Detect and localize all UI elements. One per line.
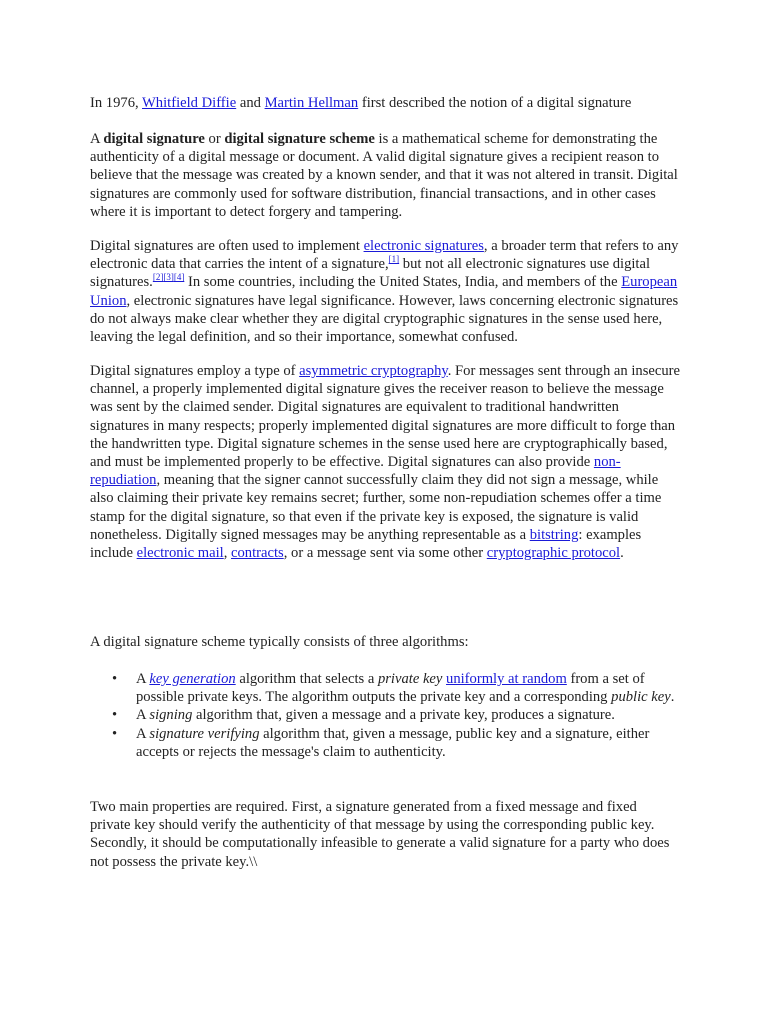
link-martin-hellman[interactable]: Martin Hellman xyxy=(264,95,359,111)
link-electronic-mail[interactable]: electronic mail xyxy=(136,545,224,562)
link-asymmetric-cryptography[interactable]: asymmetric cryptography xyxy=(299,363,448,379)
paragraph-text: . xyxy=(620,545,624,562)
bullet-icon: • xyxy=(112,671,118,687)
term-public-key: public key xyxy=(611,689,671,706)
paragraph-text: , meaning that the signer cannot successfully claim they did not sign a message, while also claiming their private key remains secret; further, some non-repudiation schemes offer a time stamp for the digital signature, so that even if the private key is exposed, the signature is valid nonetheless. Digitally signed messages may be anything representable as a xyxy=(90,472,662,543)
algorithms-list xyxy=(90,670,680,761)
citation-link[interactable]: [3] xyxy=(163,272,174,283)
term-private-key: private key xyxy=(377,671,443,687)
list-text: algorithm that, given a message and a private key, produces a signature. xyxy=(192,707,615,724)
list-text: A xyxy=(136,707,150,724)
list-text: A xyxy=(136,671,150,687)
link-cryptographic-protocol[interactable]: cryptographic protocol xyxy=(486,545,621,562)
definition-text: or xyxy=(204,131,225,147)
list-item-key-generation xyxy=(90,670,680,706)
definition-paragraph xyxy=(90,130,680,221)
intro-paragraph xyxy=(90,94,680,112)
term-signature-verifying: signature verifying xyxy=(149,725,260,742)
electronic-signatures-paragraph xyxy=(90,237,680,346)
link-electronic-signatures[interactable]: electronic signatures xyxy=(363,238,484,254)
list-text: from a set of possible private keys. The algorithm outputs the private key and a corresponding xyxy=(136,671,645,706)
intro-text: In 1976, xyxy=(90,95,143,111)
list-item-signature-verifying xyxy=(90,725,680,761)
bullet-icon: • xyxy=(112,707,118,724)
citation-link[interactable]: [1] xyxy=(388,254,400,265)
paragraph-text: Digital signatures employ a type of xyxy=(90,363,300,379)
list-item-signing xyxy=(90,706,680,724)
link-non-repudiation[interactable]: non-repudiation xyxy=(90,454,621,489)
citation-link[interactable]: [2] xyxy=(152,272,164,283)
paragraph-text: , electronic signatures have legal significance. However, laws concerning electronic signatures do not always make clear whether they are digital cryptographic signatures in the sense used here, leaving the legal definition, and so their importance, somewhat confused. xyxy=(90,292,679,346)
bullet-icon: • xyxy=(112,725,118,742)
intro-text: first described the notion of a digital signature xyxy=(358,95,632,111)
link-european-union[interactable]: European Union xyxy=(90,274,678,309)
link-whitfield-diffie[interactable]: Whitfield Diffie xyxy=(142,95,237,111)
term-digital-signature: digital signature xyxy=(103,131,205,147)
paragraph-text: Digital signatures are often used to implement xyxy=(90,238,364,254)
paragraph-text: . For messages sent through an insecure channel, a properly implemented digital signature gives the receiver reason to believe the message was sent by the claimed sender. Digital signatures are equivalent to traditional handwritten signatures in many respects; properly implemented digital signatures are more difficult to forge than the handwritten type. Digital signature schemes in the sense used here are cryptographically based, and must be implemented properly to be effective. Digital signatures can also provide xyxy=(90,363,680,471)
list-text: algorithm that, given a message, public key and a signature, either accepts or rejects the message's claim to authenticity. xyxy=(136,725,650,760)
asymmetric-cryptography-paragraph xyxy=(90,362,680,562)
paragraph-text: In some countries, including the United States, India, and members of the xyxy=(184,274,622,291)
definition-text: is a mathematical scheme for demonstrating the authenticity of a digital message or document. A valid digital signature gives a recipient reason to believe that the message was created by a known sender, and that it was not altered in transit. Digital signatures are commonly used for software distribution, financial transactions, and in other cases where it is important to detect forgery and tampering. xyxy=(90,131,678,220)
intro-text: and xyxy=(236,95,265,111)
link-key-generation[interactable]: key generation xyxy=(149,671,236,687)
link-bitstring[interactable]: bitstring xyxy=(529,526,579,543)
list-text: algorithm that selects a xyxy=(235,671,378,687)
algorithms-intro-paragraph: A digital signature scheme typically consists of three algorithms: xyxy=(90,634,469,650)
definition-text: A xyxy=(90,131,104,147)
list-text: . xyxy=(670,689,675,706)
paragraph-text: , or a message sent via some other xyxy=(283,545,487,562)
link-uniformly-at-random[interactable]: uniformly at random xyxy=(446,671,567,687)
paragraph-text: but not all electronic signatures use digital signatures. xyxy=(90,256,651,291)
term-digital-signature-scheme: digital signature scheme xyxy=(224,131,375,147)
paragraph-text: : examples include xyxy=(90,526,642,562)
paragraph-text: , a broader term that refers to any electronic data that carries the intent of a signature, xyxy=(90,238,679,273)
link-contracts[interactable]: contracts xyxy=(231,545,284,562)
properties-paragraph: Two main properties are required. First, a signature generated from a fixed message and fixed private key should verify the authenticity of that message by using the corresponding public key. Secondly, it should be computationally infeasible to generate a valid signature for a party who does not possess the private key.\\ xyxy=(90,799,670,870)
term-signing: signing xyxy=(149,707,193,724)
list-text: A xyxy=(136,725,150,742)
citation-link[interactable]: [4] xyxy=(173,272,185,283)
paragraph-text: , xyxy=(223,545,232,562)
